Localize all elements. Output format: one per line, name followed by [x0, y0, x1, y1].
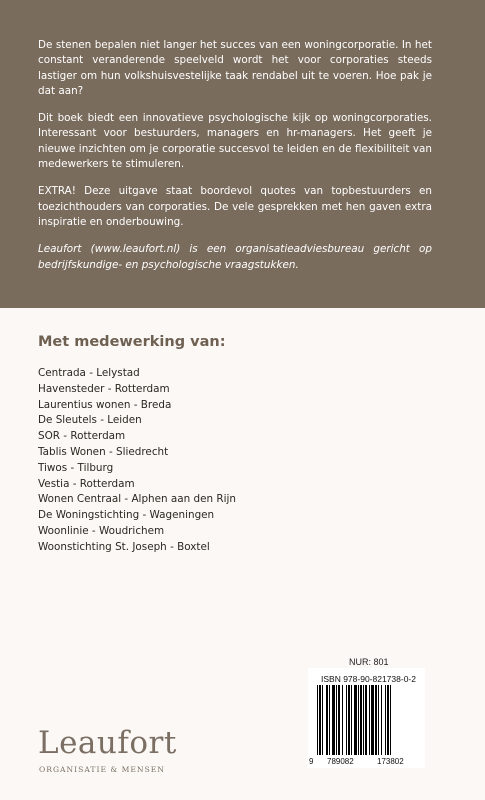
nur-code: NUR: 801 [349, 657, 389, 667]
barcode-bar [381, 685, 382, 755]
blurb-paragraph-2: Dit boek biedt een innovatieve psychologische kijk op woningcorporaties. Interessant voor bestuurders, managers en hr-managers. Het geeft je nieuwe inzichten om je corporatie succesvol te leiden en de flexibiliteit van medewerkers te stimuleren. [38, 112, 432, 171]
cooperation-item: Tiwos - Tilburg [38, 461, 114, 474]
cooperation-item: Woonlinie - Woudrichem [38, 524, 165, 537]
cooperation-item: Vestia - Rotterdam [38, 477, 135, 490]
barcode-bar [326, 685, 328, 755]
blurb-paragraph-4: Leaufort (www.leaufort.nl) is een organisatieadviesbureau gericht op bedrijfskundige- en psychologische vraagstukken. [38, 243, 432, 271]
barcode-bar [342, 685, 343, 755]
barcode-bar [319, 685, 321, 755]
barcode-bar [371, 685, 374, 755]
cooperation-item: SOR - Rotterdam [38, 430, 126, 443]
leaufort-logo: Leaufort [38, 725, 177, 761]
barcode-bar [346, 685, 347, 755]
barcode-bar [365, 685, 367, 755]
logo-tagline: ORGANISATIE & MENSEN [39, 765, 165, 774]
blurb-paragraph-3: EXTRA! Deze uitgave staat boordevol quotes van topbestuurders en toezichthouders van corporaties. De vele gesprekken met hen gaven extra inspiratie en onderbouwing. [38, 185, 432, 228]
barcode-bar [369, 685, 370, 755]
barcode-bar [375, 685, 377, 755]
barcode-bar [360, 685, 362, 755]
barcode-bar [336, 685, 337, 755]
barcode-bar [354, 685, 357, 755]
back-cover-blurb [38, 38, 432, 285]
barcode-bar [385, 685, 386, 755]
cooperation-item: Havensteder - Rotterdam [38, 382, 170, 395]
cooperation-item: Laurentius wonen - Breda [38, 398, 172, 411]
cooperation-item: Wonen Centraal - Alphen aan den Rijn [38, 493, 236, 506]
barcode-bar [329, 685, 330, 755]
cooperation-item: De Woningstichting - Wageningen [38, 509, 215, 522]
barcode-bar [317, 685, 318, 755]
barcode-bar [387, 685, 389, 755]
cooperation-item: De Sleutels - Leiden [38, 414, 142, 427]
barcode-bar [378, 685, 379, 755]
barcode-bar [332, 685, 335, 755]
cooperation-heading: Met medewerking van: [38, 334, 226, 350]
barcode-bar [363, 685, 364, 755]
cooperation-list [38, 366, 236, 556]
barcode-bar [348, 685, 350, 755]
barcode-bar [390, 685, 391, 755]
barcode-bar [351, 685, 352, 755]
cooperation-item: Woonstichting St. Joseph - Boxtel [38, 540, 210, 553]
barcode-digits-left: 789082 [327, 757, 354, 766]
cooperation-item: Tablis Wonen - Sliedrecht [38, 445, 169, 458]
barcode-digits-right: 173802 [377, 757, 404, 766]
cooperation-item: Centrada - Lelystad [38, 367, 140, 379]
barcode-bar [338, 685, 340, 755]
barcode-bars [317, 685, 421, 755]
blurb-paragraph-1: De stenen bepalen niet langer het succes van een woningcorporatie. In het constant veranderende speelveld wordt het voor corporaties steeds lastiger om hun volkshuisvestelijke taak rendabel uit te voeren. Hoe pak je dat aan? [38, 39, 432, 97]
barcode-digit-lead: 9 [309, 757, 314, 766]
isbn-label: ISBN 978-90-821738-0-2 [321, 674, 416, 684]
barcode-bar [322, 685, 323, 755]
barcode-bar [358, 685, 359, 755]
